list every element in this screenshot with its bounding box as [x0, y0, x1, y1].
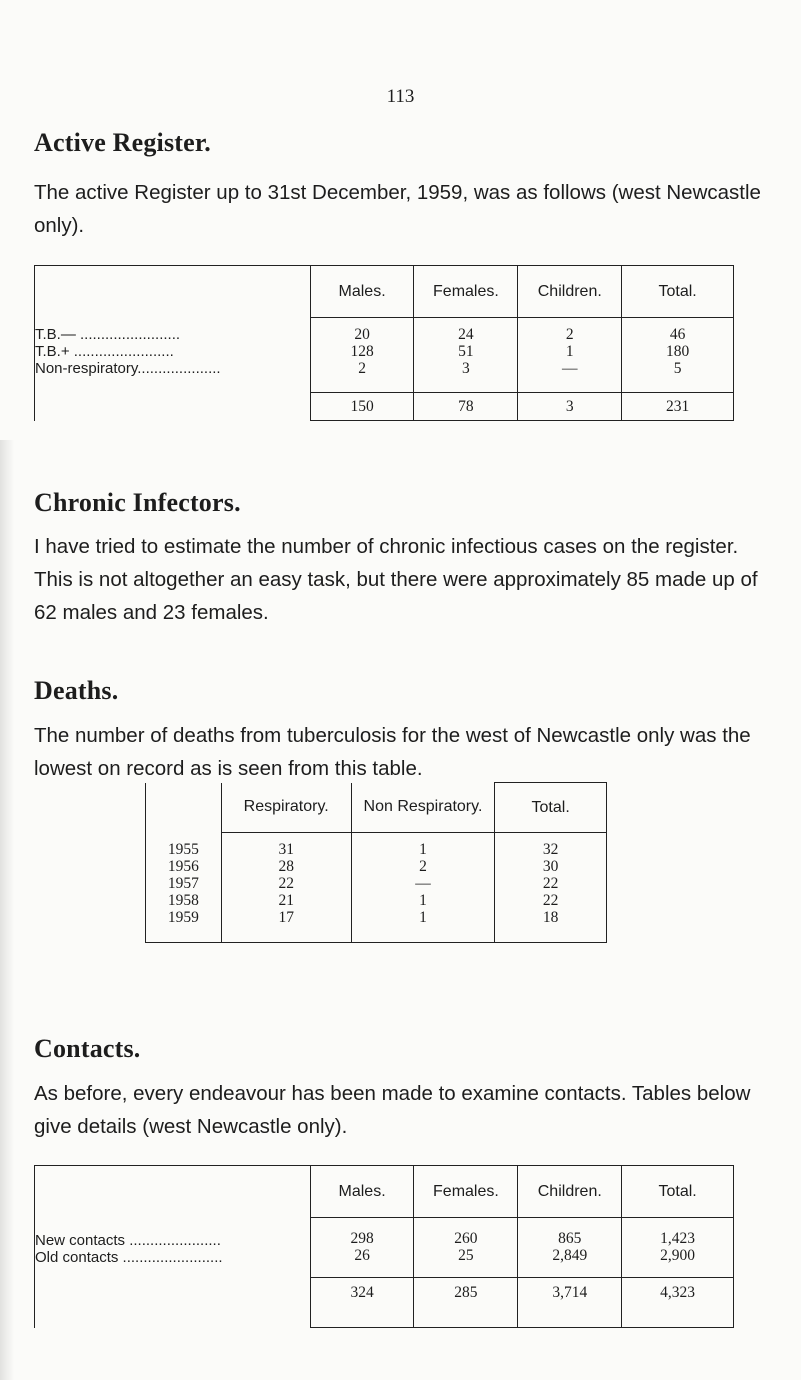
- data-cell: 260 25: [414, 1218, 518, 1278]
- paragraph-deaths: The number of deaths from tuberculosis for the west of Newcastle only was the lowest on record as is seen from this table.: [34, 724, 751, 780]
- column-header: Females.: [414, 266, 518, 318]
- data-cell: 1 2 — 1 1: [351, 833, 495, 943]
- column-header: Males.: [310, 1166, 414, 1218]
- data-cell: 2 1 —: [518, 318, 622, 393]
- column-header: Children.: [518, 266, 622, 318]
- column-header: Non Respiratory.: [351, 783, 495, 833]
- data-cell: 865 2,849: [518, 1218, 622, 1278]
- contacts-table: [34, 1165, 734, 1328]
- row-label-column: [35, 1166, 311, 1328]
- row-label: T.B.— ........................: [35, 326, 181, 343]
- page-edge-shadow: [0, 440, 14, 1380]
- total-cell: 324: [310, 1278, 414, 1328]
- column-header: Males.: [310, 266, 414, 318]
- data-cell: 20 128 2: [310, 318, 414, 393]
- data-cell: 46 180 5: [622, 318, 734, 393]
- total-cell: 285: [414, 1278, 518, 1328]
- paragraph-contacts: As before, every endeavour has been made to examine contacts. Tables below give details (west Newcastle only).: [34, 1082, 751, 1138]
- row-label: Non-respiratory....................: [35, 360, 221, 377]
- data-cell: 32 30 22 22 18: [495, 833, 607, 943]
- column-header: Females.: [414, 1166, 518, 1218]
- row-label: T.B.+ ........................: [35, 343, 174, 360]
- total-cell: 3,714: [518, 1278, 622, 1328]
- total-cell: 231: [622, 393, 734, 421]
- column-header: Respiratory.: [221, 783, 351, 833]
- data-cell: 298 26: [310, 1218, 414, 1278]
- year-cell: 1955 1956 1957 1958 1959: [146, 833, 222, 943]
- deaths-table: [145, 782, 607, 943]
- total-cell: 3: [518, 393, 622, 421]
- column-header: Total.: [622, 1166, 734, 1218]
- year-column-header: [146, 783, 222, 833]
- active-register-table: [34, 265, 734, 421]
- total-cell: 4,323: [622, 1278, 734, 1328]
- heading-chronic-infectors: Chronic Infectors.: [34, 488, 241, 517]
- paragraph-chronic-infectors: I have tried to estimate the number of chronic infectious cases on the register. This is not altogether an easy task, but there were approximately 85 made up of 62 males and 23 females.: [34, 535, 758, 624]
- total-cell: 78: [414, 393, 518, 421]
- column-header: Total.: [495, 783, 607, 833]
- heading-active-register: Active Register.: [34, 128, 211, 157]
- total-cell: 150: [310, 393, 414, 421]
- paragraph-active-register: The active Register up to 31st December, 1959, was as follows (west Newcastle only).: [34, 181, 761, 237]
- row-label: Old contacts ........................: [35, 1249, 223, 1266]
- heading-deaths: Deaths.: [34, 676, 119, 705]
- data-cell: 31 28 22 21 17: [221, 833, 351, 943]
- data-cell: 24 51 3: [414, 318, 518, 393]
- page-number: 113: [386, 86, 415, 107]
- row-label-column: [35, 266, 311, 421]
- row-label: New contacts ......................: [35, 1232, 221, 1249]
- column-header: Children.: [518, 1166, 622, 1218]
- heading-contacts: Contacts.: [34, 1034, 141, 1063]
- column-header: Total.: [622, 266, 734, 318]
- data-cell: 1,423 2,900: [622, 1218, 734, 1278]
